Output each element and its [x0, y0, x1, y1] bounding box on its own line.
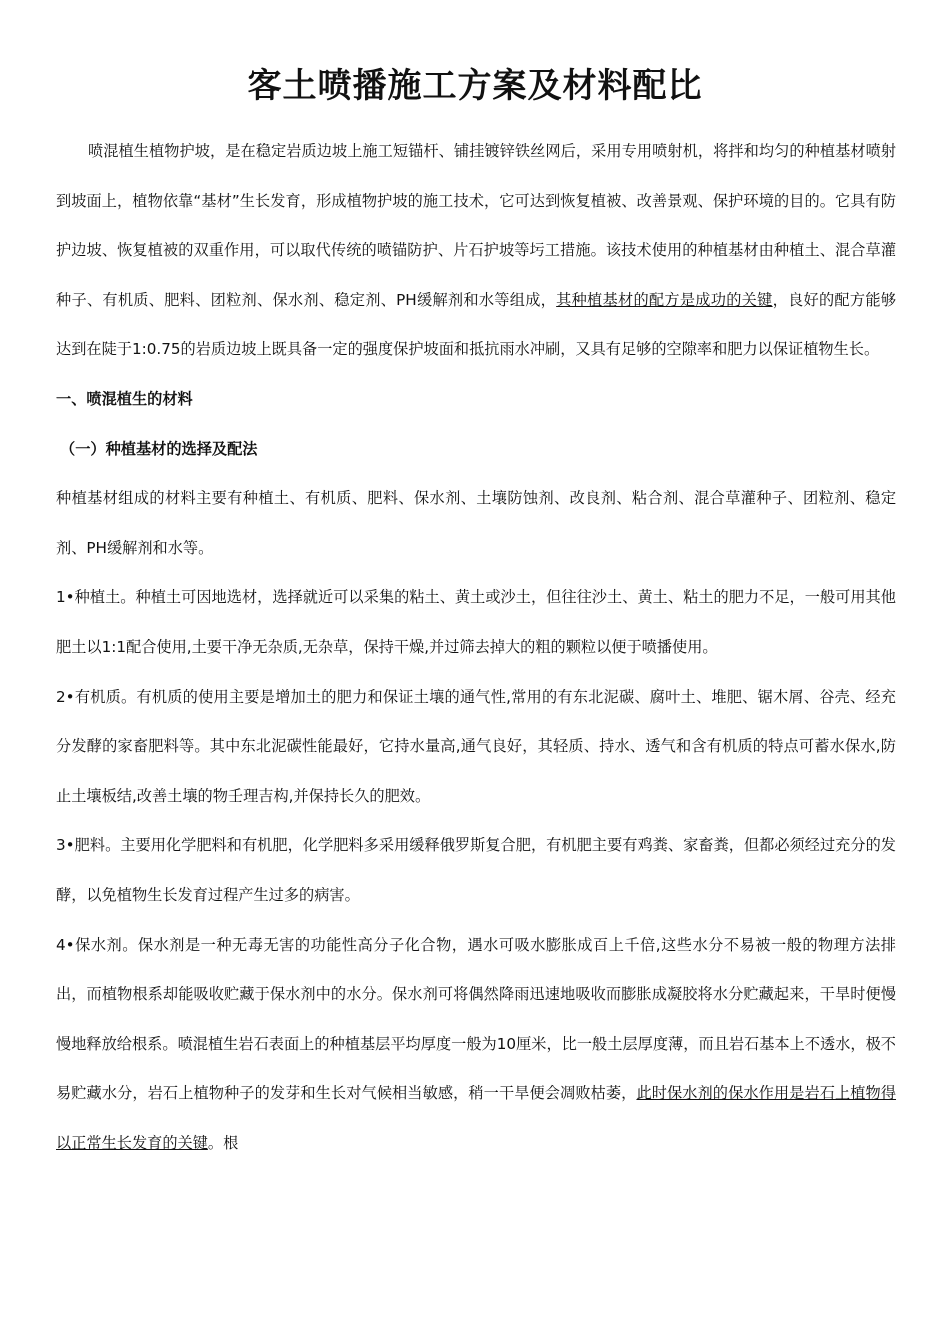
subsection-heading: （一）种植基材的选择及配法	[60, 439, 258, 458]
item4-underlined-text: 此时保水剂的保水作用是岩石上植物得以正常生长发育的关键	[56, 1084, 897, 1152]
section-heading: 一、喷混植生的材料	[56, 389, 193, 408]
item4-text-end: 。根	[207, 1133, 239, 1152]
intro-underlined-text: 其种植基材的配方是成功的关键	[556, 290, 773, 309]
materials-paragraph: 种植基材组成的材料主要有种植土、有机质、肥料、保水剂、土壤防蚀剂、改良剂、粘合剂、混合草灌种子、团粒剂、稳定剂、PH缓解剂和水等。	[56, 489, 896, 557]
item-paragraph-2: 2•有机质。有机质的使用主要是增加土的肥力和保证土壤的通气性,常用的有东北泥碳、腐叶土、堆肥、锯木屑、谷壳、经充分发酵的家畜肥料等。其中东北泥碳性能最好，它持水量高,通气良好，其轻质、持水、透气和含有机质的特点可蓄水保水,防止土壤板结,改善土壤的物壬理吉构,并保持长久的肥效。	[56, 687, 896, 805]
item-paragraph-4	[56, 921, 896, 1169]
intro-paragraph	[56, 127, 896, 375]
item4-text-start: 4•保水剂。保水剂是一种无毒无害的功能性高分子化合物，遇水可吸水膨胀成百上千倍,这些水分不易被一般的物理方法排出，而植物根系却能吸收贮藏于保水剂中的水分。保水剂可将偶然降雨迅速地吸收而膨胀成凝胶将水分贮藏起来，干旱时便慢慢地释放给根系。喷混植生岩石表面上的种植基层平均厚度一般为10厘米，比一般土层厚度薄，而且岩石基本上不透水，极不易贮藏水分，岩石上植物种子的发芽和生长对气候相当敏感，稍一干旱便会凋败枯萎，	[56, 935, 896, 1103]
item-paragraph-1: 1•种植土。种植土可因地选材，选择就近可以采集的粘土、黄土或沙土，但往往沙土、黄土、粘土的肥力不足，一般可用其他肥土以1:1配合使用,土要干净无杂质,无杂草，保持干燥,并过筛去掉大的粗的颗粒以便于喷播使用。	[56, 588, 896, 656]
intro-text-end: ，良好的配方能够达到在陡于1:0.75的岩质边坡上既具备一定的强度保护坡面和抵抗雨水冲刷，又具有足够的空隙率和肥力以保证植物生长。	[56, 290, 897, 359]
intro-text-start: 喷混植生植物护坡，是在稳定岩质边坡上施工短锚杆、铺挂镀锌铁丝网后，采用专用喷射机，将拌和均匀的种植基材喷射到坡面上，植物依靠“基材”生长发育，形成植物护坡的施工技术，它可达到恢复植被、改善景观、保护环境的目的。它具有防护边坡、恢复植被的双重作用，可以取代传统的喷锚防护、片石护坡等圬工措施。该技术使用的种植基材由种植土、混合草灌种子、有机质、肥料、团粒剂、保水剂、稳定剂、PH缓解剂和水等组成，	[56, 142, 896, 309]
page-title: 客土喷播施工方案及材料配比	[247, 66, 703, 106]
document-body	[56, 127, 896, 1168]
item-paragraph-3: 3•肥料。主要用化学肥料和有机肥，化学肥料多采用缓释俄罗斯复合肥，有机肥主要有鸡粪、家畜粪，但都必须经过充分的发酵，以免植物生长发育过程产生过多的病害。	[56, 836, 896, 904]
